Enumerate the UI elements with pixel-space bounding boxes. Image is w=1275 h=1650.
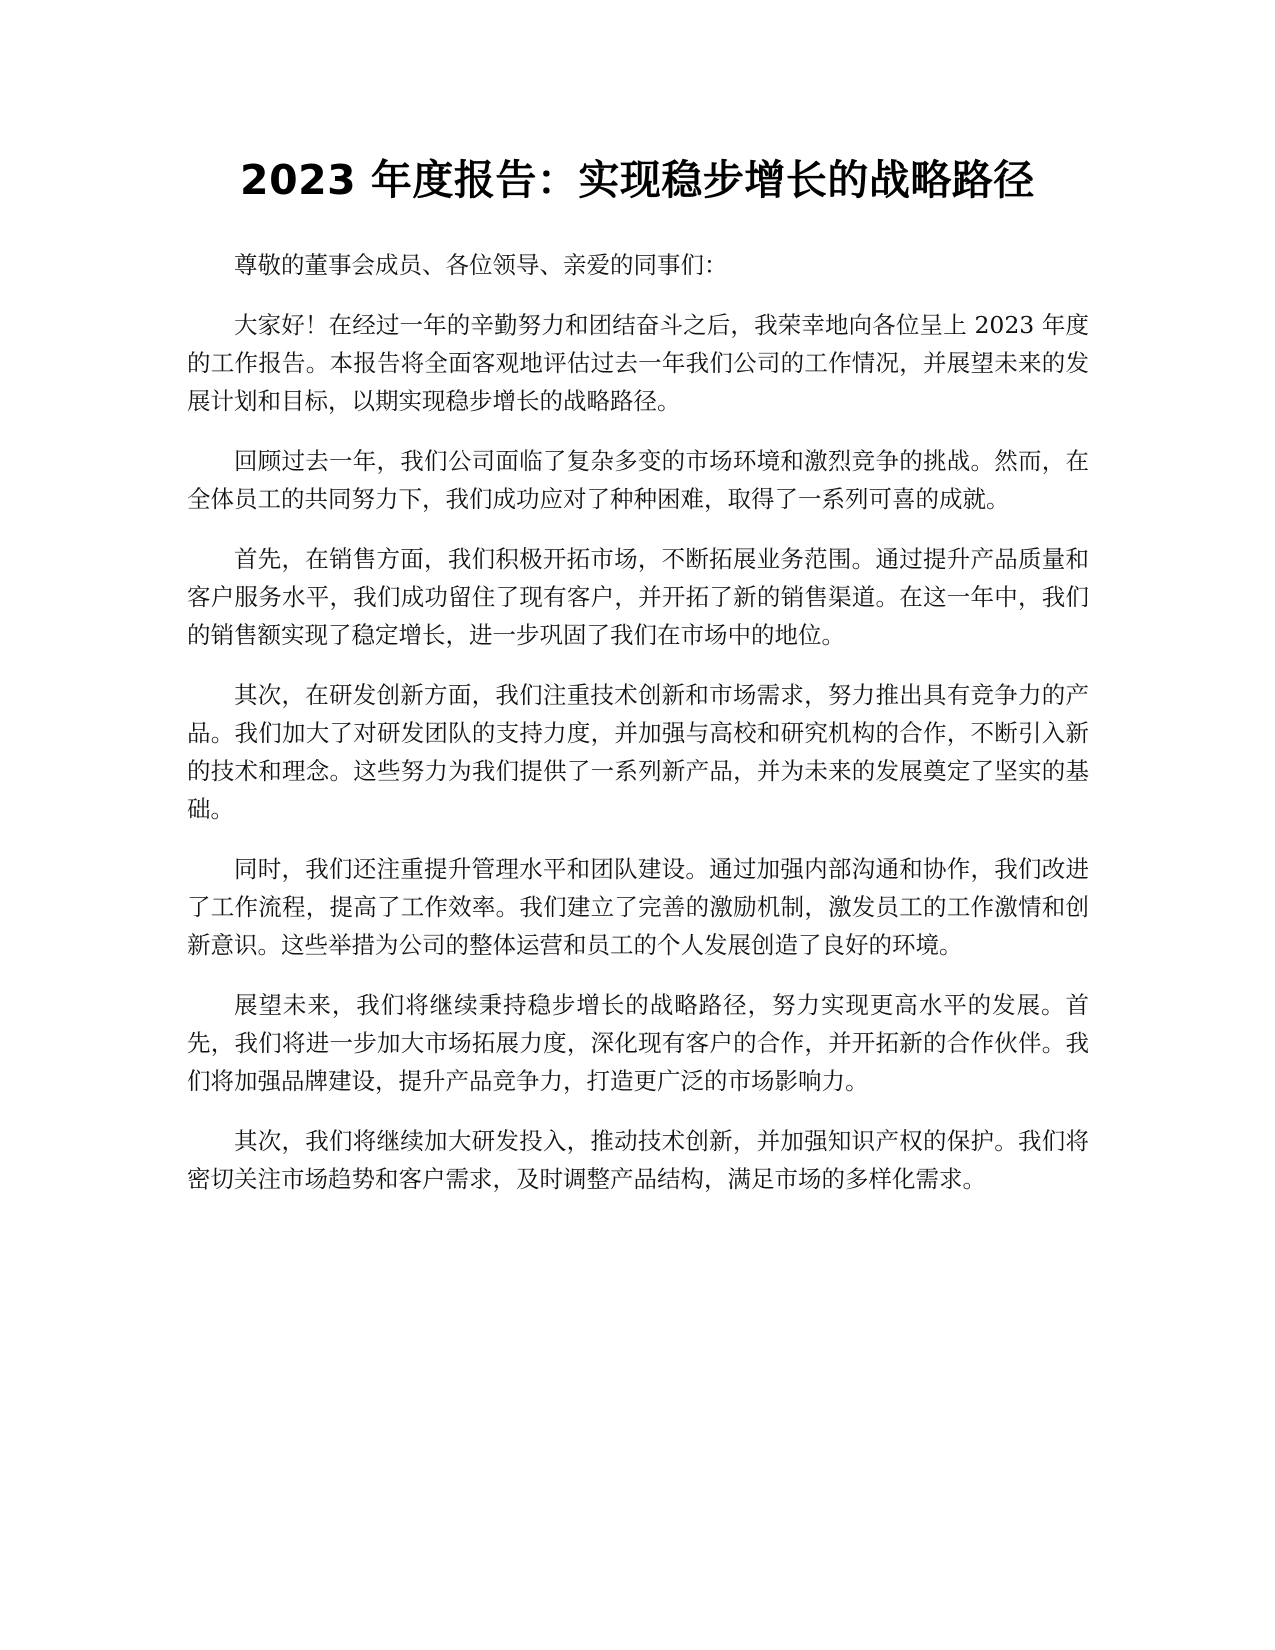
paragraph-management: 同时，我们还注重提升管理水平和团队建设。通过加强内部沟通和协作，我们改进了工作流程，提高了工作效率。我们建立了完善的激励机制，激发员工的工作激情和创新意识。这些举措为公司的整体运营和员工的个人发展创造了良好的环境。 xyxy=(187,855,1089,959)
paragraph-outlook: 展望未来，我们将继续秉持稳步增长的战略路径，努力实现更高水平的发展。首先，我们将进一步加大市场拓展力度，深化现有客户的合作，并开拓新的合作伙伴。我们将加强品牌建设，提升产品竞争力，打造更广泛的市场影响力。 xyxy=(187,991,1089,1095)
paragraph-review: 回顾过去一年，我们公司面临了复杂多变的市场环境和激烈竞争的挑战。然而，在全体员工的共同努力下，我们成功应对了种种困难，取得了一系列可喜的成就。 xyxy=(187,447,1089,513)
paragraph-introduction: 大家好！在经过一年的辛勤努力和团结奋斗之后，我荣幸地向各位呈上 2023 年度的工作报告。本报告将全面客观地评估过去一年我们公司的工作情况，并展望未来的发展计划和目标，以期实现稳步增长的战略路径。 xyxy=(187,311,1089,415)
paragraph-salutation: 尊敬的董事会成员、各位领导、亲爱的同事们： xyxy=(234,251,728,279)
paragraph-rnd-investment: 其次，我们将继续加大研发投入，推动技术创新，并加强知识产权的保护。我们将密切关注市场趋势和客户需求，及时调整产品结构，满足市场的多样化需求。 xyxy=(187,1127,1089,1193)
document-body xyxy=(187,246,1089,1220)
document-title: 2023 年度报告：实现稳步增长的战略路径 xyxy=(240,156,1035,204)
paragraph-rnd: 其次，在研发创新方面，我们注重技术创新和市场需求，努力推出具有竞争力的产品。我们加大了对研发团队的支持力度，并加强与高校和研究机构的合作，不断引入新的技术和理念。这些努力为我们提供了一系列新产品，并为未来的发展奠定了坚实的基础。 xyxy=(187,681,1089,823)
paragraph-sales: 首先，在销售方面，我们积极开拓市场，不断拓展业务范围。通过提升产品质量和客户服务水平，我们成功留住了现有客户，并开拓了新的销售渠道。在这一年中，我们的销售额实现了稳定增长，进一步巩固了我们在市场中的地位。 xyxy=(187,545,1089,649)
